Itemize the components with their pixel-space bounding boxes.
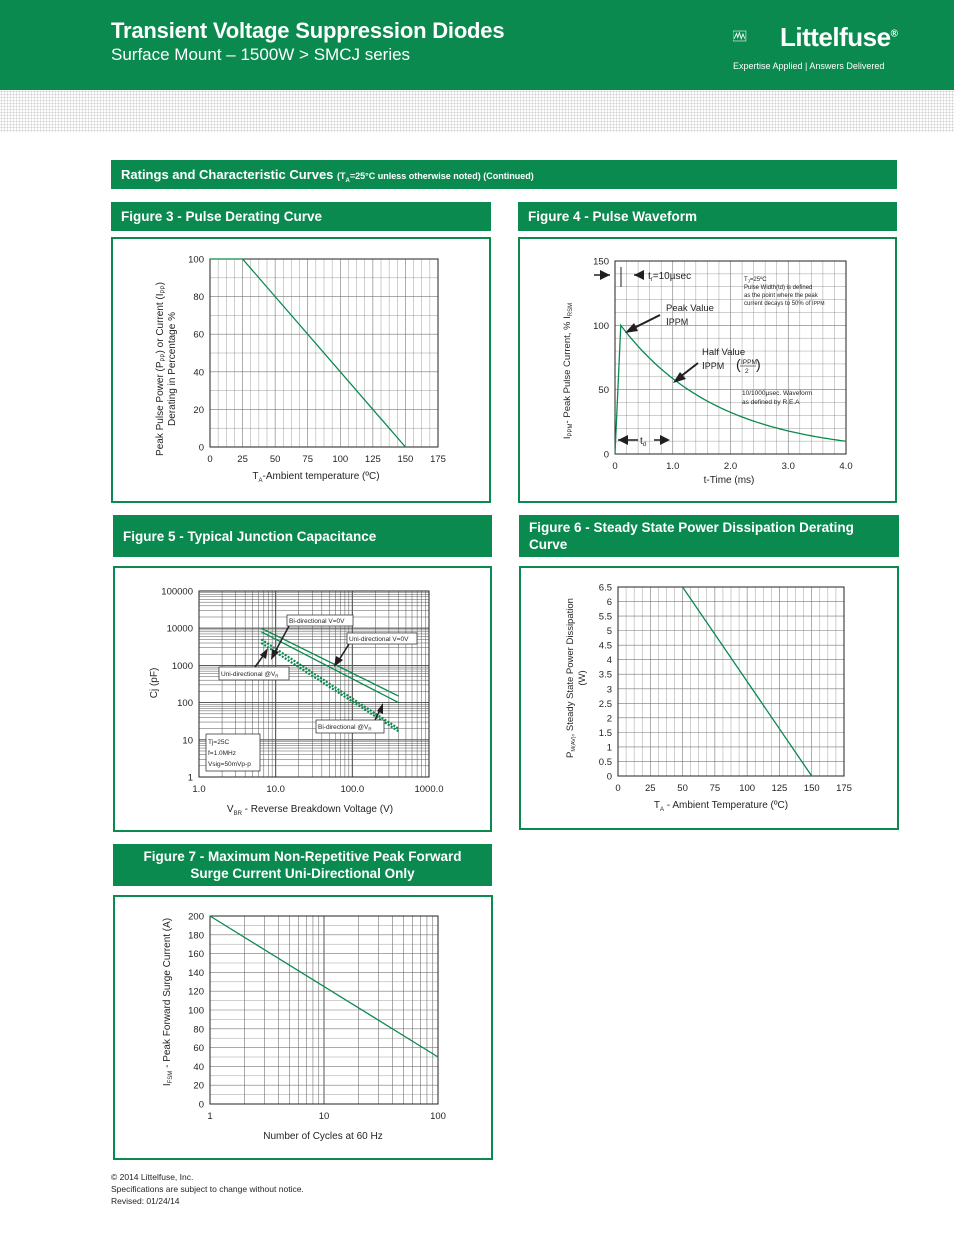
figure-4-chart xyxy=(520,239,895,501)
y-tick-label: 3 xyxy=(606,684,612,696)
svg-text:Bi-directional @VR: Bi-directional $@V_R$ xyxy=(318,724,372,732)
x-tick-label: 175 xyxy=(836,783,852,794)
y-tick-label: 100000 xyxy=(161,586,193,598)
x-tick-label: 100 xyxy=(332,454,349,465)
svg-text:Uni-directional @VR: Uni-directional $@V_R$ xyxy=(221,671,279,679)
x-axis-label: $T_A$-Ambient temperature (ºC) xyxy=(252,471,380,484)
figure-5-panel xyxy=(113,566,492,832)
svg-text:as defined by R.E.A: as defined by R.E.A xyxy=(742,399,800,406)
disclaimer: Specifications are subject to change without notice. xyxy=(111,1184,304,1194)
x-tick-label: 25 xyxy=(237,454,248,465)
y-tick-label: 3.5 xyxy=(598,669,612,681)
label-bi-directional-vr xyxy=(316,703,384,733)
conditions-box xyxy=(206,734,260,771)
svg-text:Vsig=50mVp-p: Vsig=50mVp-p xyxy=(208,761,251,768)
figure-4-panel xyxy=(518,237,897,503)
y-tick-label: 80 xyxy=(193,1024,204,1036)
svg-text:Pulse Width(td) is defined: Pulse Width(td) is defined xyxy=(744,285,813,291)
svg-text:IPPM: IPPM xyxy=(741,359,757,366)
figure-3-chart xyxy=(113,239,489,501)
svg-text:(: ( xyxy=(736,356,741,372)
y-tick-label: 0 xyxy=(603,449,609,461)
y-tick-label: 0 xyxy=(198,442,204,454)
dot-pattern-band xyxy=(0,90,954,132)
x-tick-label: 100.0 xyxy=(340,784,365,795)
svg-text:TJ=25ºC: $T_J=25ºC$ xyxy=(744,277,767,284)
x-tick-label: 1 xyxy=(207,1111,213,1122)
y-tick-label: 60 xyxy=(193,1043,204,1055)
y-tick-label: 1 xyxy=(606,742,612,754)
svg-text:Tj=25C: Tj=25C xyxy=(208,739,230,746)
y-tick-label: 140 xyxy=(188,967,204,979)
page-title: Transient Voltage Suppression Diodes xyxy=(111,18,505,43)
page-header xyxy=(0,0,954,90)
svg-text:IPPM: IPPM xyxy=(666,317,689,328)
y-tick-label: 0.5 xyxy=(598,756,612,768)
x-tick-label: 125 xyxy=(364,454,381,465)
figure-5-chart xyxy=(115,568,490,830)
y-tick-label: 150 xyxy=(593,256,609,268)
x-axis-label: t-Time (ms) xyxy=(703,475,755,486)
y-tick-label: 1.5 xyxy=(598,727,612,739)
figure-6-title: Figure 6 - Steady State Power Dissipation Derating Curve xyxy=(519,515,899,557)
x-tick-label: 2.0 xyxy=(723,461,738,472)
y-tick-label: 100 xyxy=(593,320,609,332)
half-value-annotation xyxy=(673,347,761,383)
svg-text:2: 2 xyxy=(745,368,749,375)
svg-text:current decays to 50% of IPPM: current decays to 50% of IPPM xyxy=(744,301,825,307)
x-axis-label: $T_A$ - Ambient Temperature (ºC) xyxy=(653,800,789,813)
y-tick-label: 100 xyxy=(188,254,204,266)
peak-value-annotation xyxy=(625,303,714,333)
x-axis-label: Number of Cycles at 60 Hz xyxy=(263,1131,383,1142)
x-tick-label: 10 xyxy=(318,1111,330,1122)
y-axis-label: Cj (pF) xyxy=(149,667,160,699)
revision-date: Revised: 01/24/14 xyxy=(111,1196,180,1206)
y-tick-label: 100 xyxy=(177,698,193,710)
x-axis-label: $V_{BR}$ - Reverse Breakdown Voltage (V) xyxy=(226,804,394,817)
x-tick-label: 4.0 xyxy=(839,461,853,472)
label-uni-directional-vr xyxy=(219,648,289,680)
y-tick-label: 100 xyxy=(188,1005,204,1017)
y-tick-label: 1 xyxy=(187,772,193,784)
y-tick-label: 40 xyxy=(193,1061,204,1073)
svg-text:Peak Value: Peak Value xyxy=(666,303,714,314)
figure-3-title: Figure 3 - Pulse Derating Curve xyxy=(111,202,491,231)
page-footer xyxy=(111,1171,304,1207)
x-tick-label: 75 xyxy=(302,454,314,465)
x-tick-label: 10.0 xyxy=(266,784,285,795)
figure-6-panel xyxy=(519,566,899,830)
svg-text:tr=10µsec: $t_r=10\mu\sec$ xyxy=(648,271,692,283)
y-tick-label: 2 xyxy=(606,713,612,725)
x-tick-label: 150 xyxy=(397,454,414,465)
y-tick-label: 180 xyxy=(188,930,204,942)
y-tick-label: 200 xyxy=(188,911,204,923)
y-tick-label: 0 xyxy=(606,771,612,783)
y-tick-label: 4 xyxy=(606,655,612,667)
x-tick-label: 25 xyxy=(644,783,656,794)
y-axis-label: Peak Pulse Power $(P_{PP})$ or Current $(I_{PP})$ xyxy=(155,282,167,456)
x-tick-label: 100 xyxy=(430,1111,446,1122)
x-tick-label: 0 xyxy=(615,783,621,794)
copyright: © 2014 Littelfuse, Inc. xyxy=(111,1172,194,1182)
y-tick-label: 5 xyxy=(606,626,612,638)
y-axis-label: $I_{PPM}-$ Peak Pulse Current, % $I_{RSM}$ xyxy=(562,302,574,440)
y-tick-label: 50 xyxy=(598,385,609,397)
svg-text:): ) xyxy=(756,356,761,372)
x-tick-label: 0 xyxy=(207,454,213,465)
figure-7-panel xyxy=(113,895,493,1160)
waveform-note xyxy=(742,390,812,406)
logo-tagline: Expertise Applied | Answers Delivered xyxy=(733,61,885,71)
y-tick-label: 1000 xyxy=(171,660,193,672)
svg-text:Half Value: Half Value xyxy=(702,347,746,358)
y-tick-label: 4.5 xyxy=(598,640,612,652)
x-tick-label: 3.0 xyxy=(781,461,795,472)
figure-7-chart xyxy=(115,897,491,1158)
svg-text:f=1.0MHz: f=1.0MHz xyxy=(208,750,236,757)
x-tick-label: 100 xyxy=(739,783,756,794)
x-tick-label: 1000.0 xyxy=(414,784,444,795)
svg-text:IPPM: IPPM xyxy=(702,361,725,372)
x-tick-label: 175 xyxy=(430,454,446,465)
conditions-note xyxy=(744,276,825,307)
x-tick-label: 50 xyxy=(269,454,281,465)
y-axis-label-unit: (W) xyxy=(577,670,588,686)
logo-wordmark: Littelfuse® xyxy=(780,22,898,52)
figure-6-chart xyxy=(521,568,897,828)
svg-text:10/1000µsec. Waveform: 10/1000µsec. Waveform xyxy=(742,390,813,397)
y-tick-label: 120 xyxy=(188,986,204,998)
y-tick-label: 40 xyxy=(193,367,204,379)
y-tick-label: 60 xyxy=(193,329,204,341)
y-tick-label: 5.5 xyxy=(598,611,612,623)
y-tick-label: 2.5 xyxy=(598,698,612,710)
x-tick-label: 1.0 xyxy=(192,784,206,795)
y-axis-label-line2: Derating in Percentage % xyxy=(167,312,178,426)
x-tick-label: 125 xyxy=(771,783,788,794)
svg-text:Bi-directional V=0V: Bi-directional V=0V xyxy=(289,618,345,625)
y-tick-label: 160 xyxy=(188,949,204,961)
x-tick-label: 75 xyxy=(709,783,721,794)
y-tick-label: 20 xyxy=(193,404,204,416)
series-line xyxy=(261,643,398,731)
figure-5-title: Figure 5 - Typical Junction Capacitance xyxy=(113,515,492,557)
td-annotation xyxy=(618,435,670,448)
y-tick-label: 10 xyxy=(182,735,193,747)
y-tick-label: 0 xyxy=(198,1099,204,1111)
y-tick-label: 6.5 xyxy=(598,582,612,594)
svg-text:td: $t_d$ xyxy=(640,436,647,448)
x-tick-label: 150 xyxy=(803,783,820,794)
svg-text:Uni-directional V=0V: Uni-directional V=0V xyxy=(349,636,409,643)
x-tick-label: 50 xyxy=(677,783,688,794)
figure-7-title: Figure 7 - Maximum Non-Repetitive Peak Forward Surge Current Uni-Directional Only xyxy=(113,844,492,886)
y-tick-label: 6 xyxy=(606,597,612,609)
littelfuse-logo-icon xyxy=(733,19,777,53)
y-axis-label: $I_{FSM}$ - Peak Forward Surge Current (A) xyxy=(162,917,174,1087)
tr-annotation xyxy=(594,267,691,287)
figure-4-title: Figure 4 - Pulse Waveform xyxy=(518,202,897,231)
figure-3-panel xyxy=(111,237,491,503)
x-tick-label: 1.0 xyxy=(666,461,680,472)
y-tick-label: 20 xyxy=(193,1080,204,1092)
y-tick-label: 10000 xyxy=(166,623,193,635)
x-tick-label: 0 xyxy=(612,461,618,472)
section-heading: Ratings and Characteristic Curves ($T_A=25^\circ C$ unless otherwise noted) (Continued) xyxy=(111,160,897,189)
y-axis-label: $P_{M(AV)}$, Steady State Power Dissipation xyxy=(565,598,577,758)
page-subtitle: Surface Mount – 1500W > SMCJ series xyxy=(111,45,411,64)
y-tick-label: 80 xyxy=(193,292,204,304)
svg-text:as the point where the peak: as the point where the peak xyxy=(744,293,818,299)
